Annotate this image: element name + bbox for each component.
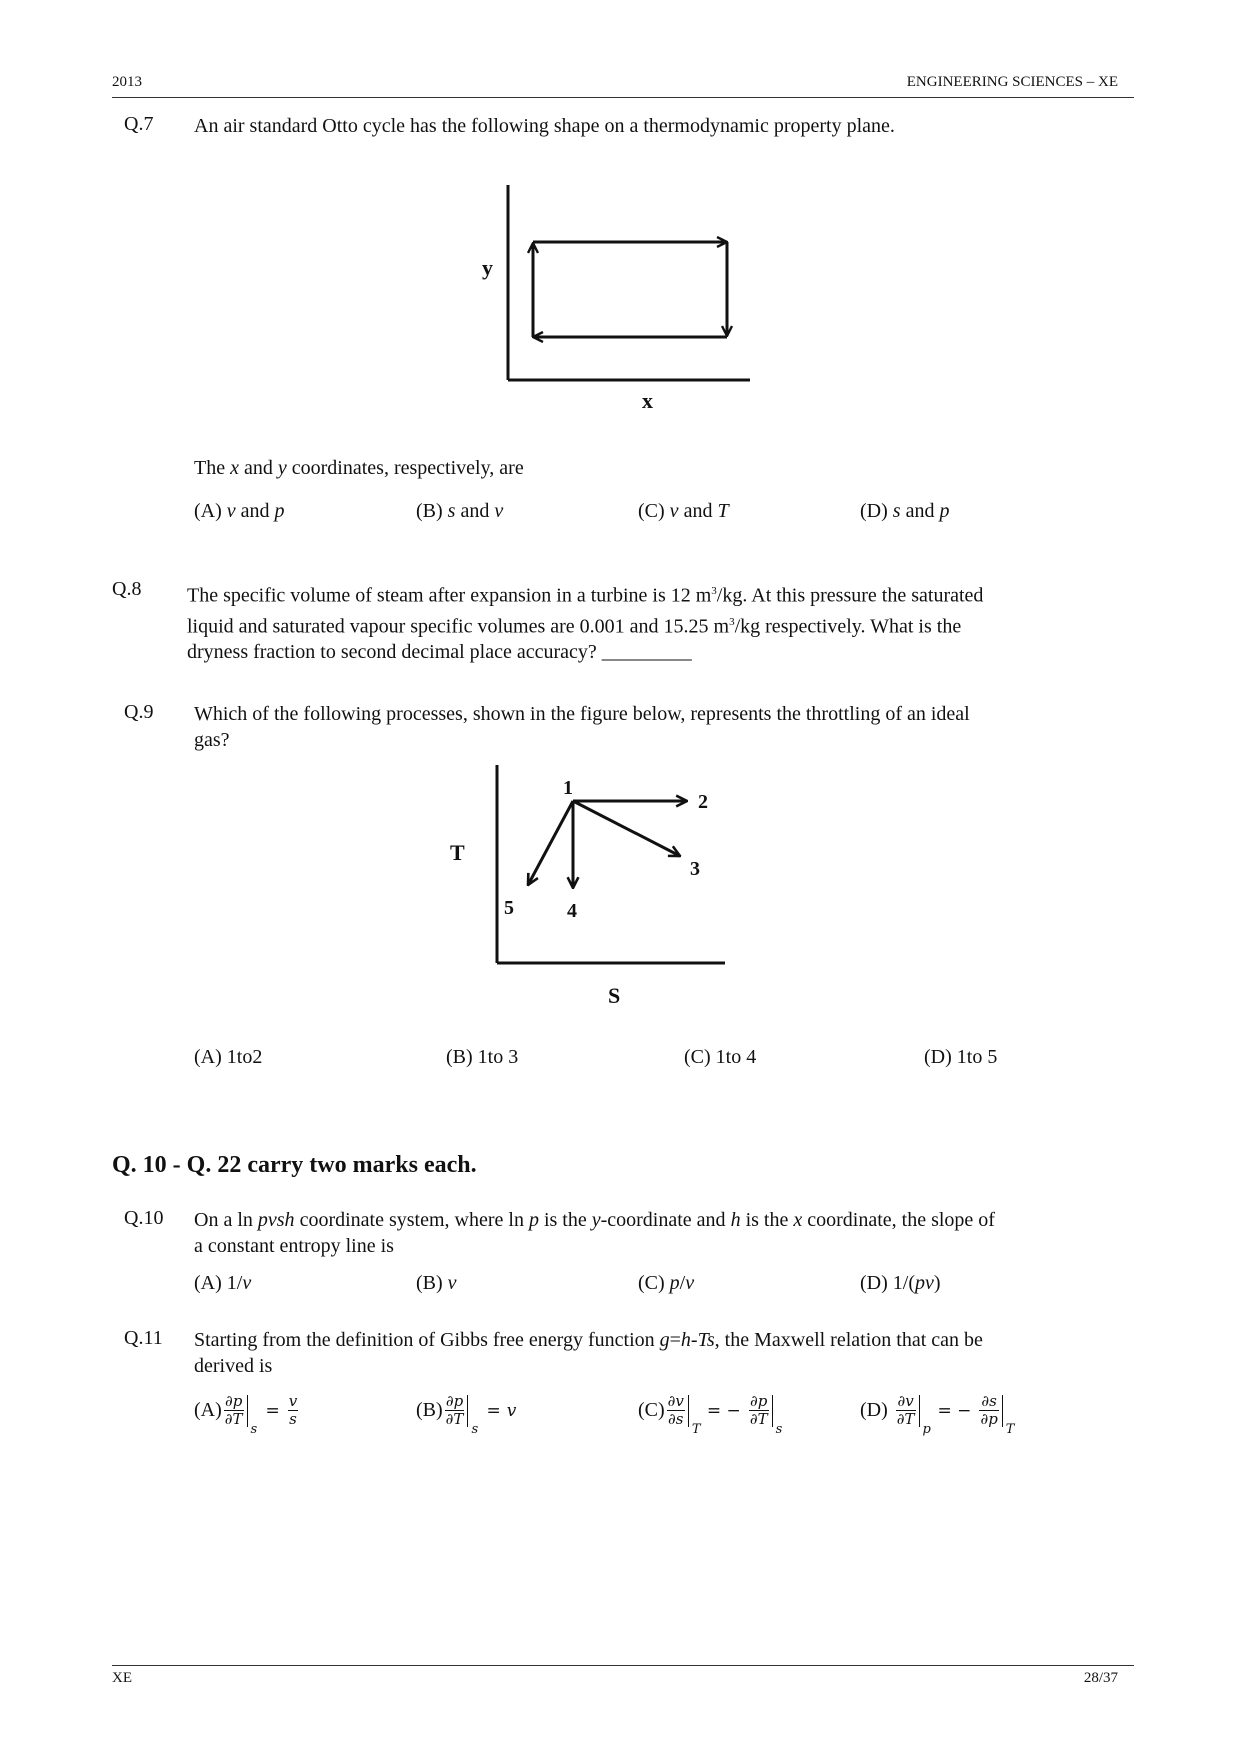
q11-option-a[interactable]: (A) $\frac{\partial p}{\partial T}$ s = $\frac{v}{s}$: [194, 1392, 298, 1437]
q11-option-c[interactable]: (C) $\frac{\partial v}{\partial s}$ T = − $\frac{\partial p}{\partial T}$ s: [638, 1393, 785, 1428]
q7-text: An air standard Otto cycle has the following shape on a thermodynamic property plane.: [194, 115, 895, 137]
q10-option-c[interactable]: (C) p/v: [638, 1272, 695, 1294]
q8-number: Q.8: [112, 578, 142, 600]
q7-option-d[interactable]: (D) s and p: [860, 500, 950, 522]
section-heading: Q. 10 - Q. 22 carry two marks each.: [112, 1152, 477, 1178]
q7-stem: The x and y coordinates, respectively, are: [194, 457, 524, 479]
q9-line-1: Which of the following processes, shown in the figure below, represents the throttling of an ideal: [194, 703, 970, 725]
q8-line-3: dryness fraction to second decimal place accuracy? _________: [187, 641, 692, 664]
q10-text: [194, 1207, 995, 1259]
q11-option-d[interactable]: (D) $\frac{\partial v}{\partial T}$ p = − $\frac{\partial s}{\partial p}$ T: [860, 1392, 1015, 1437]
q8-text: [187, 578, 1107, 665]
q8-line-2: liquid and saturated vapour specific volumes are 0.001 and 15.25 $m^3/kg$ respectively. What is the: [187, 615, 962, 638]
q11-text: [194, 1327, 983, 1379]
q10-line-1: On a ln pvsh coordinate system, where ln p is the y-coordinate and h is the x coordinate, the slope of: [194, 1209, 995, 1231]
q11-c-lhs-fraction: $\frac{\partial v}{\partial s}$: [667, 1392, 684, 1428]
q11-a-rhs-fraction: $\frac{v}{s}$: [288, 1392, 298, 1428]
q8-line-1: The specific volume of steam after expansion in a turbine is 12 $m^3/kg$. At this pressure the saturated: [187, 584, 984, 607]
q9-point-5: 5: [504, 897, 514, 919]
q9-point-4: 4: [567, 900, 577, 922]
q11-d-lhs-fraction: $\frac{\partial v}{\partial T}$: [896, 1392, 915, 1428]
q11-line-2: derived is: [194, 1355, 273, 1377]
q11-b-eval-bar: s: [467, 1395, 480, 1427]
footer-rule: [112, 1665, 1134, 1666]
q10-number: Q.10: [124, 1207, 164, 1229]
q9-option-d[interactable]: (D) 1to 5: [924, 1046, 998, 1068]
q10-option-d[interactable]: (D) 1/(pv): [860, 1272, 941, 1294]
q9-option-b[interactable]: (B) 1to 3: [446, 1046, 519, 1068]
q7-y-label: y: [482, 255, 493, 280]
q11-c-eval-bar: T: [688, 1395, 701, 1427]
q11-d-rhs-eval-bar: T: [1002, 1395, 1015, 1427]
q11-d-eval-bar: p: [919, 1395, 932, 1427]
q11-b-lhs-fraction: $\frac{\partial p}{\partial T}$: [445, 1392, 464, 1428]
header-year: 2013: [112, 74, 142, 90]
q7-option-c[interactable]: (C) v and T: [638, 500, 729, 522]
q11-c-rhs-eval-bar: s: [772, 1395, 785, 1427]
header-rule: [112, 97, 1134, 98]
q7-number: Q.7: [124, 113, 154, 135]
q11-c-rhs-fraction: $\frac{\partial p}{\partial T}$: [749, 1392, 768, 1428]
header-subject: ENGINEERING SCIENCES – XE: [906, 74, 1118, 90]
q9-y-label: T: [450, 840, 465, 865]
q9-point-1: 1: [563, 777, 573, 799]
q7-otto-cycle-diagram: [470, 180, 760, 415]
q9-number: Q.9: [124, 701, 154, 723]
q9-option-c[interactable]: (C) 1to 4: [684, 1046, 757, 1068]
q11-line-1: Starting from the definition of Gibbs free energy function g=h-Ts, the Maxwell relation that can be: [194, 1329, 983, 1351]
q10-option-a[interactable]: (A) 1/v: [194, 1272, 252, 1294]
footer-page-number: 28/37: [1083, 1670, 1118, 1686]
q9-point-3: 3: [690, 858, 700, 880]
q10-line-2: a constant entropy line is: [194, 1235, 394, 1257]
q11-option-b[interactable]: (B) $\frac{\partial p}{\partial T}$ s = v: [416, 1392, 517, 1437]
q9-option-a[interactable]: (A) 1to2: [194, 1046, 263, 1068]
q9-line-2: gas?: [194, 729, 230, 751]
q9-arrow-1-to-5: [528, 801, 573, 885]
q11-number: Q.11: [124, 1327, 163, 1349]
q7-x-label: x: [642, 388, 653, 413]
footer-paper-code: XE: [112, 1670, 132, 1686]
q9-arrow-1-to-3: [573, 801, 680, 856]
q11-a-eval-bar: s: [247, 1395, 260, 1427]
q9-text: [194, 701, 970, 753]
q9-point-2: 2: [698, 791, 708, 813]
q11-d-rhs-fraction: $\frac{\partial s}{\partial p}$: [980, 1392, 998, 1428]
q10-option-b[interactable]: (B) v: [416, 1272, 457, 1294]
q11-a-lhs-fraction: $\frac{\partial p}{\partial T}$: [224, 1392, 243, 1428]
q9-x-label: S: [608, 983, 621, 1008]
q9-ts-diagram: [440, 760, 740, 1020]
q7-option-b[interactable]: (B) s and v: [416, 500, 504, 522]
q7-option-a[interactable]: (A) v and p: [194, 500, 285, 522]
